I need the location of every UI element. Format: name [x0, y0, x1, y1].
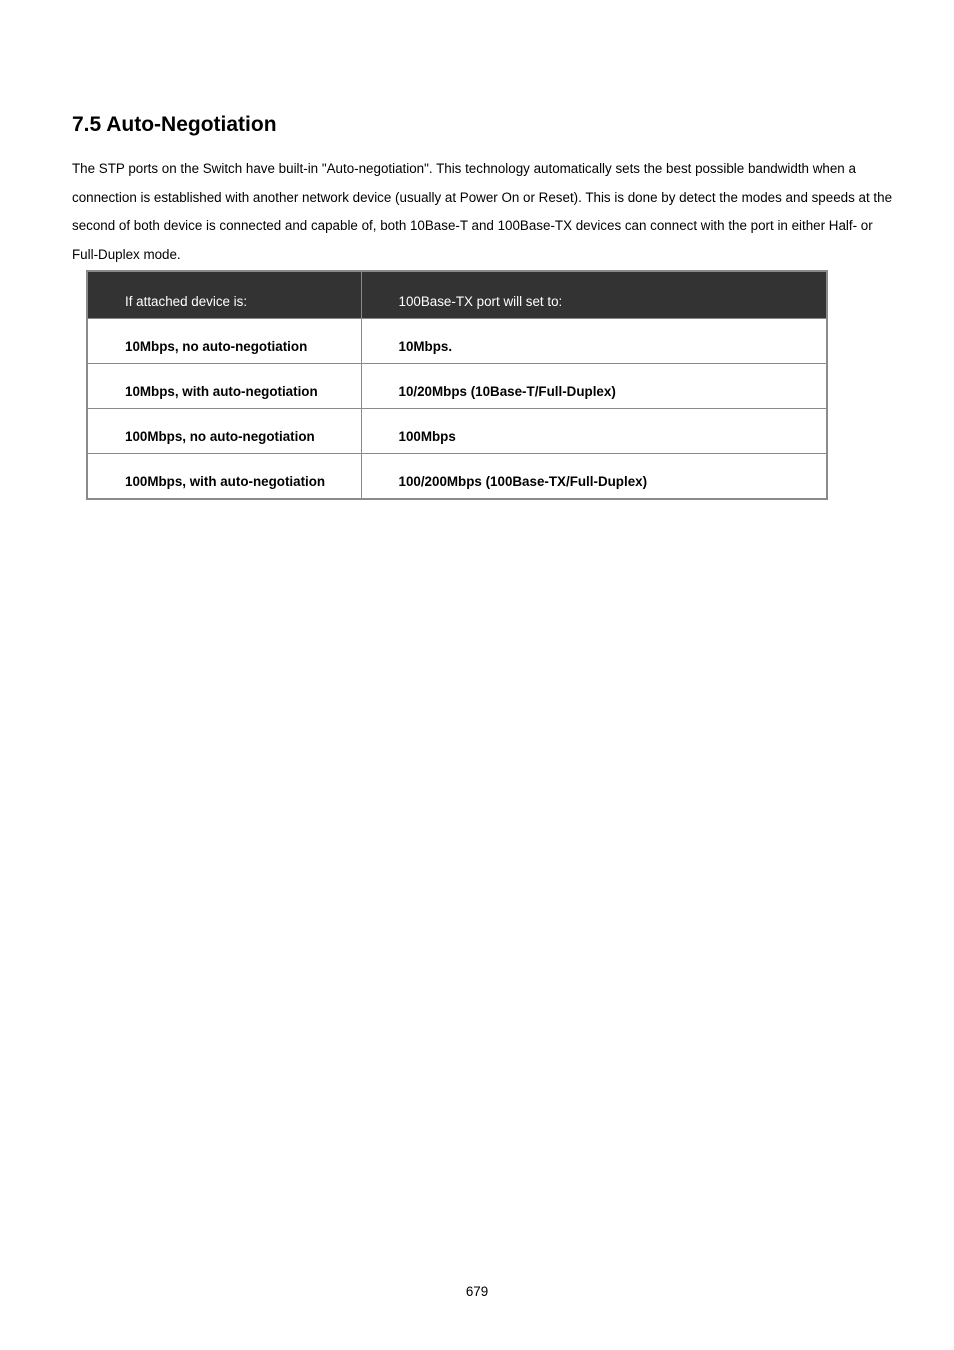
table-row: [87, 364, 827, 409]
table-row: [87, 409, 827, 454]
port-setting-cell: 10Mbps.: [361, 319, 827, 364]
port-setting-cell: 10/20Mbps (10Base-T/Full-Duplex): [361, 364, 827, 409]
attached-device-cell: 100Mbps, no auto-negotiation: [87, 409, 361, 454]
header-attached-device: If attached device is:: [87, 271, 361, 319]
port-setting-cell: 100Mbps: [361, 409, 827, 454]
section-heading: 7.5 Auto-Negotiation: [72, 113, 277, 136]
auto-negotiation-table: [86, 270, 828, 500]
page-number: 679: [465, 1284, 489, 1299]
attached-device-cell: 10Mbps, no auto-negotiation: [87, 319, 361, 364]
attached-device-cell: 10Mbps, with auto-negotiation: [87, 364, 361, 409]
table-header-row: [87, 271, 827, 319]
attached-device-cell: 100Mbps, with auto-negotiation: [87, 454, 361, 500]
header-port-setting: 100Base-TX port will set to:: [361, 271, 827, 319]
port-setting-cell: 100/200Mbps (100Base-TX/Full-Duplex): [361, 454, 827, 500]
intro-paragraph: The STP ports on the Switch have built-in "Auto-negotiation". This technology automatically sets the best possible bandwidth when a connection is established with another network device (usually at Power On or Reset). This is done by detect the modes and speeds at the second of both device is connected and capable of, both 10Base-T and 100Base-TX devices can connect with the port in either Half- or Full-Duplex mode.: [72, 161, 893, 263]
table-row: [87, 454, 827, 500]
table-row: [87, 319, 827, 364]
